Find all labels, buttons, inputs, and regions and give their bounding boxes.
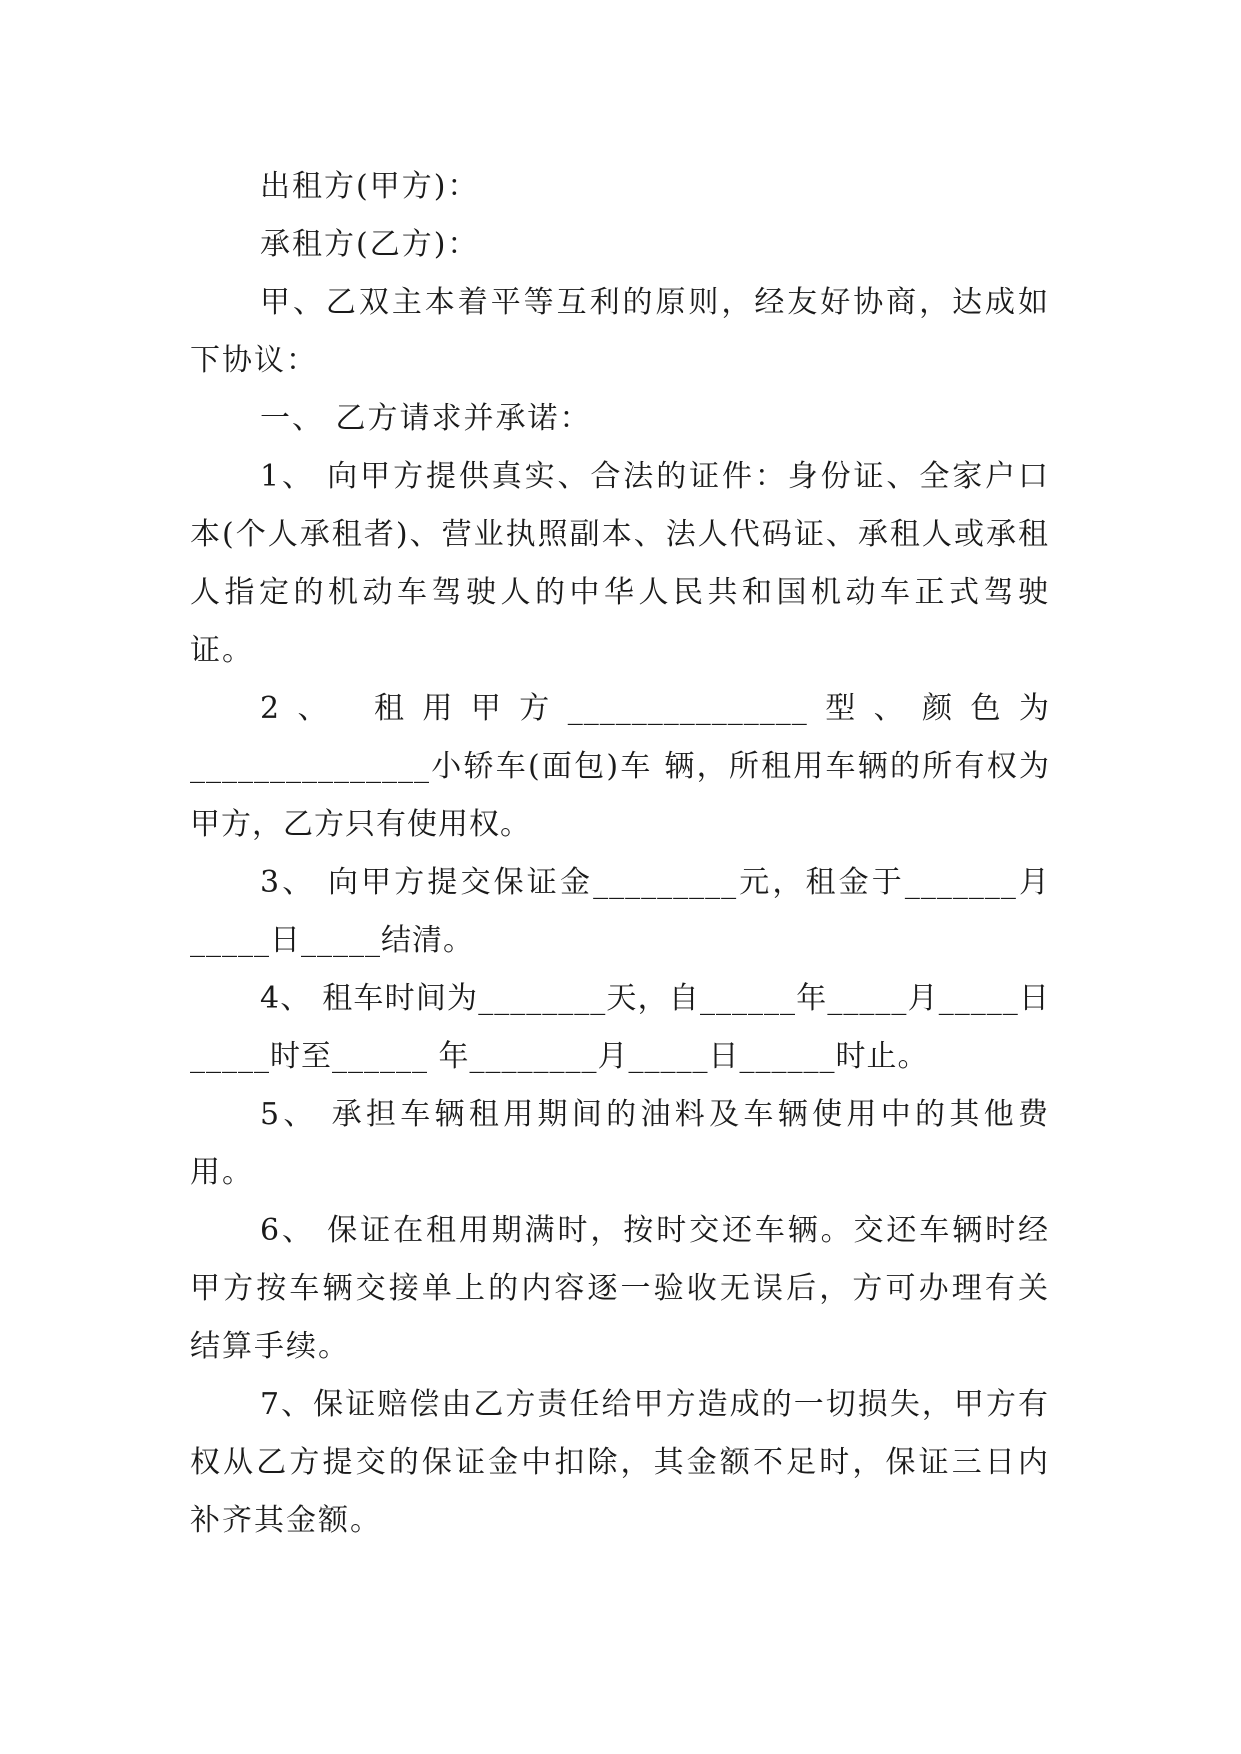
clause-5: 5、 承担车辆租用期间的油料及车辆使用中的其他费用。	[190, 1097, 1050, 1190]
clause-6: 6、 保证在租用期满时，按时交还车辆。交还车辆时经甲方按车辆交接单上的内容逐一验收无误后，方可办理有关结算手续。	[190, 1213, 1050, 1364]
clause-4: 4、 租车时间为________天，自______年_____月_____日_____时至______ 年________月_____日______时止。	[190, 981, 1050, 1074]
document-body	[190, 158, 1050, 1550]
lessor-line: 出租方(甲方)：	[260, 169, 480, 204]
lessee-line: 承租方(乙方)：	[260, 227, 480, 262]
clause-3: 3、 向甲方提交保证金_________元，租金于_______月_____日_____结清。	[190, 865, 1050, 958]
clause-1: 1、 向甲方提供真实、合法的证件：身份证、全家户口本(个人承租者)、营业执照副本、法人代码证、承租人或承租人指定的机动车驾驶人的中华人民共和国机动车正式驾驶证。	[190, 459, 1050, 668]
clause-7: 7、保证赔偿由乙方责任给甲方造成的一切损失，甲方有权从乙方提交的保证金中扣除，其金额不足时，保证三日内补齐其金额。	[190, 1387, 1050, 1538]
section-heading: 一、 乙方请求并承诺：	[260, 401, 592, 436]
clause-2: 2、 租用甲方_______________型、颜色为_______________小轿车(面包)车 辆，所租用车辆的所有权为甲方，乙方只有使用权。	[190, 691, 1050, 842]
preamble-paragraph: 甲、乙双主本着平等互利的原则，经友好协商，达成如下协议：	[190, 285, 1050, 378]
